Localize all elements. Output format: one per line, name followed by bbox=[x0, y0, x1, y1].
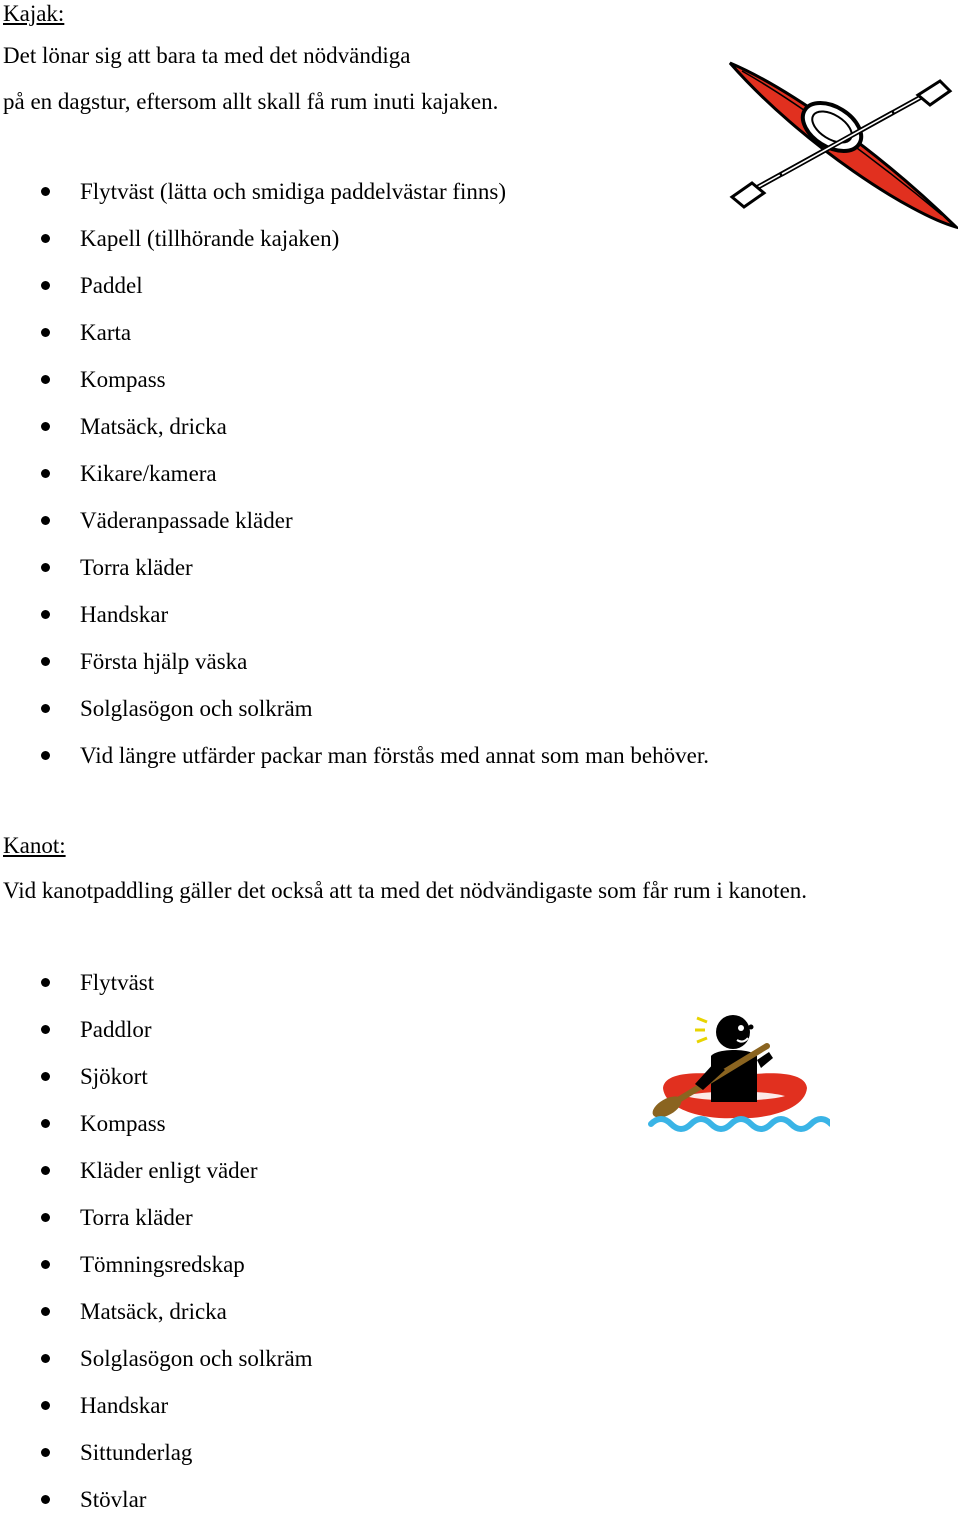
bullet-icon bbox=[41, 978, 50, 987]
bullet-icon bbox=[41, 1448, 50, 1457]
bullet-icon bbox=[41, 657, 50, 666]
kayak-intro-line-2: på en dagstur, eftersom allt skall få rum inuti kajaken. bbox=[3, 89, 499, 114]
kayak-list-item-text: Karta bbox=[80, 320, 132, 345]
bullet-icon bbox=[41, 375, 50, 384]
red-kayak-icon bbox=[722, 55, 958, 235]
bullet-icon bbox=[41, 1495, 50, 1504]
bullet-icon bbox=[41, 610, 50, 619]
kayak-list-item-text: Första hjälp väska bbox=[80, 649, 248, 674]
kayak-list-item-text: Flytväst (lätta och smidiga paddelvästar finns) bbox=[80, 179, 507, 204]
kayak-heading: Kajak: bbox=[3, 1, 65, 26]
person-paddling-boat-icon bbox=[645, 1010, 830, 1140]
bullet-icon bbox=[41, 1307, 50, 1316]
canoe-list-item-text: Sittunderlag bbox=[80, 1440, 193, 1465]
canoe-intro: Vid kanotpaddling gäller det också att ta med det nödvändigaste som får rum i kanoten. bbox=[3, 878, 808, 903]
canoe-list-item-text: Flytväst bbox=[80, 970, 155, 995]
canoe-heading: Kanot: bbox=[3, 833, 66, 858]
bullet-icon bbox=[41, 1260, 50, 1269]
kayak-list-item-text: Paddel bbox=[80, 273, 143, 298]
bullet-icon bbox=[41, 751, 50, 760]
bullet-icon bbox=[41, 1025, 50, 1034]
bullet-icon bbox=[41, 1213, 50, 1222]
bullet-icon bbox=[41, 469, 50, 478]
canoe-list-item-text: Stövlar bbox=[80, 1487, 147, 1512]
canoe-list-item-text: Kläder enligt väder bbox=[80, 1158, 258, 1183]
kayak-list-item-text: Vid längre utfärder packar man förstås med annat som man behöver. bbox=[80, 743, 709, 768]
bullet-icon bbox=[41, 704, 50, 713]
bullet-icon bbox=[41, 1166, 50, 1175]
kayak-list-item-text: Torra kläder bbox=[80, 555, 193, 580]
kayak-list-item-text: Väderanpassade kläder bbox=[80, 508, 293, 533]
bullet-icon bbox=[41, 422, 50, 431]
bullet-icon bbox=[41, 281, 50, 290]
bullet-icon bbox=[41, 563, 50, 572]
canoe-list-item-text: Handskar bbox=[80, 1393, 169, 1418]
canoe-list-item-text: Solglasögon och solkräm bbox=[80, 1346, 313, 1371]
kayak-list-item-text: Kapell (tillhörande kajaken) bbox=[80, 226, 340, 251]
bullet-icon bbox=[41, 1072, 50, 1081]
kayak-intro-line-1: Det lönar sig att bara ta med det nödvändiga bbox=[3, 43, 411, 68]
canoe-list-item-text: Torra kläder bbox=[80, 1205, 193, 1230]
bullet-icon bbox=[41, 328, 50, 337]
canoe-list-item-text: Kompass bbox=[80, 1111, 166, 1136]
canoe-list-item-text: Paddlor bbox=[80, 1017, 152, 1042]
bullet-icon bbox=[41, 1401, 50, 1410]
canoe-list-item-text: Matsäck, dricka bbox=[80, 1299, 227, 1324]
kayak-list-item-text: Handskar bbox=[80, 602, 169, 627]
kayak-list-item-text: Kikare/kamera bbox=[80, 461, 217, 486]
bullet-icon bbox=[41, 1119, 50, 1128]
kayak-list-item-text: Solglasögon och solkräm bbox=[80, 696, 313, 721]
bullet-icon bbox=[41, 187, 50, 196]
bullet-icon bbox=[41, 516, 50, 525]
kayak-list-item-text: Kompass bbox=[80, 367, 166, 392]
bullet-icon bbox=[41, 1354, 50, 1363]
canoe-list-item-text: Sjökort bbox=[80, 1064, 148, 1089]
canoe-list-item-text: Tömningsredskap bbox=[80, 1252, 245, 1277]
kayak-list-item-text: Matsäck, dricka bbox=[80, 414, 227, 439]
bullet-icon bbox=[41, 234, 50, 243]
